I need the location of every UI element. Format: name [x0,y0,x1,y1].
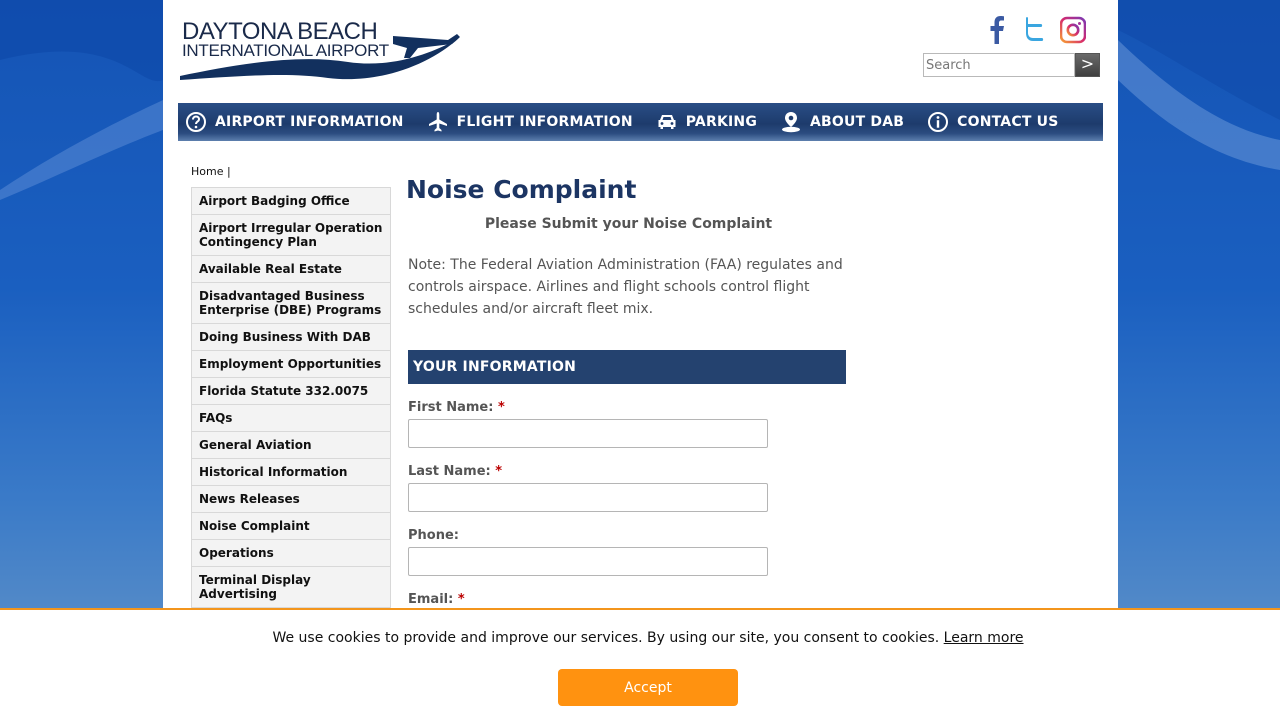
first-name-field-group [408,400,851,448]
first-name-label [408,400,851,415]
instagram-icon[interactable] [1060,16,1086,44]
sidebar-item-doing-business[interactable]: Doing Business With DAB [191,324,391,351]
phone-input[interactable] [408,547,768,576]
sidebar-item-operations[interactable]: Operations [191,540,391,567]
sidebar-menu [191,187,391,608]
sidebar-item-terminal-display-advertising[interactable]: Terminal Display Advertising [191,567,391,608]
logo-title: DAYTONA BEACH [182,18,378,45]
learn-more-link[interactable]: Learn more [943,630,1024,646]
email-label [408,592,851,607]
car-icon [656,111,678,133]
required-marker: * [457,592,465,607]
airplane-icon [427,111,449,133]
nav-label: ABOUT DAB [810,114,905,130]
nav-label: AIRPORT INFORMATION [215,114,404,130]
sidebar-item-noise-complaint[interactable]: Noise Complaint [191,513,391,540]
search-input[interactable] [923,53,1075,77]
last-name-label-text: Last Name: [408,464,491,479]
section-header-your-information: YOUR INFORMATION [408,350,846,384]
email-label-text: Email: [408,592,454,607]
sidebar-item-employment[interactable]: Employment Opportunities [191,351,391,378]
sidebar-item-florida-statute[interactable]: Florida Statute 332.0075 [191,378,391,405]
sidebar-item-news-releases[interactable]: News Releases [191,486,391,513]
logo-subtitle: INTERNATIONAL AIRPORT [182,41,389,60]
sidebar-item-irregular-operation-plan[interactable]: Airport Irregular Operation Contingency Plan [191,215,391,256]
cookie-text: We use cookies to provide and improve our services. By using our site, you consent to cookies. [272,630,940,646]
last-name-field-group [408,464,851,512]
breadcrumb [191,165,231,178]
info-icon [927,111,949,133]
last-name-label [408,464,851,479]
sidebar-item-airport-badging-office[interactable]: Airport Badging Office [191,187,391,215]
social-links [984,16,1086,44]
nav-label: CONTACT US [957,114,1059,130]
first-name-label-text: First Name: [408,400,494,415]
airport-logo[interactable] [178,14,463,88]
nav-flight-information[interactable] [420,103,649,141]
phone-label [408,528,851,543]
cookie-banner [0,608,1280,720]
nav-contact-us[interactable] [920,103,1074,141]
phone-label-text: Phone: [408,528,459,543]
facebook-icon[interactable] [984,16,1010,44]
accept-cookies-button[interactable]: Accept [558,669,738,706]
nav-airport-information[interactable] [178,103,420,141]
breadcrumb-separator: | [226,165,231,178]
nav-label: PARKING [685,114,758,130]
sidebar-item-historical-information[interactable]: Historical Information [191,459,391,486]
twitter-icon[interactable] [1022,16,1048,44]
last-name-input[interactable] [408,483,768,512]
main-nav [178,103,1103,141]
nav-parking[interactable] [649,103,773,141]
first-name-input[interactable] [408,419,768,448]
question-icon [185,111,207,133]
nav-label: FLIGHT INFORMATION [456,114,633,130]
breadcrumb-home-link[interactable]: Home [191,165,224,178]
page-title: Noise Complaint [406,175,637,204]
search-button[interactable]: > [1075,53,1100,77]
sidebar-item-faqs[interactable]: FAQs [191,405,391,432]
sidebar-item-general-aviation[interactable]: General Aviation [191,432,391,459]
location-pin-icon [780,111,802,133]
search-box [923,53,1100,77]
faa-note: Note: The Federal Aviation Administration (FAA) regulates and controls airspace. Airlines and flight schools control flight schedules and/or aircraft fleet mix. [408,257,843,317]
main-content [406,175,851,640]
required-marker: * [497,400,505,415]
form-subtitle: Please Submit your Noise Complaint [484,216,773,232]
sidebar-item-available-real-estate[interactable]: Available Real Estate [191,256,391,283]
phone-field-group [408,528,851,576]
cookie-message [0,630,1280,646]
sidebar-item-dbe-programs[interactable]: Disadvantaged Business Enterprise (DBE) Programs [191,283,391,324]
required-marker: * [495,464,503,479]
nav-about-dab[interactable] [773,103,920,141]
